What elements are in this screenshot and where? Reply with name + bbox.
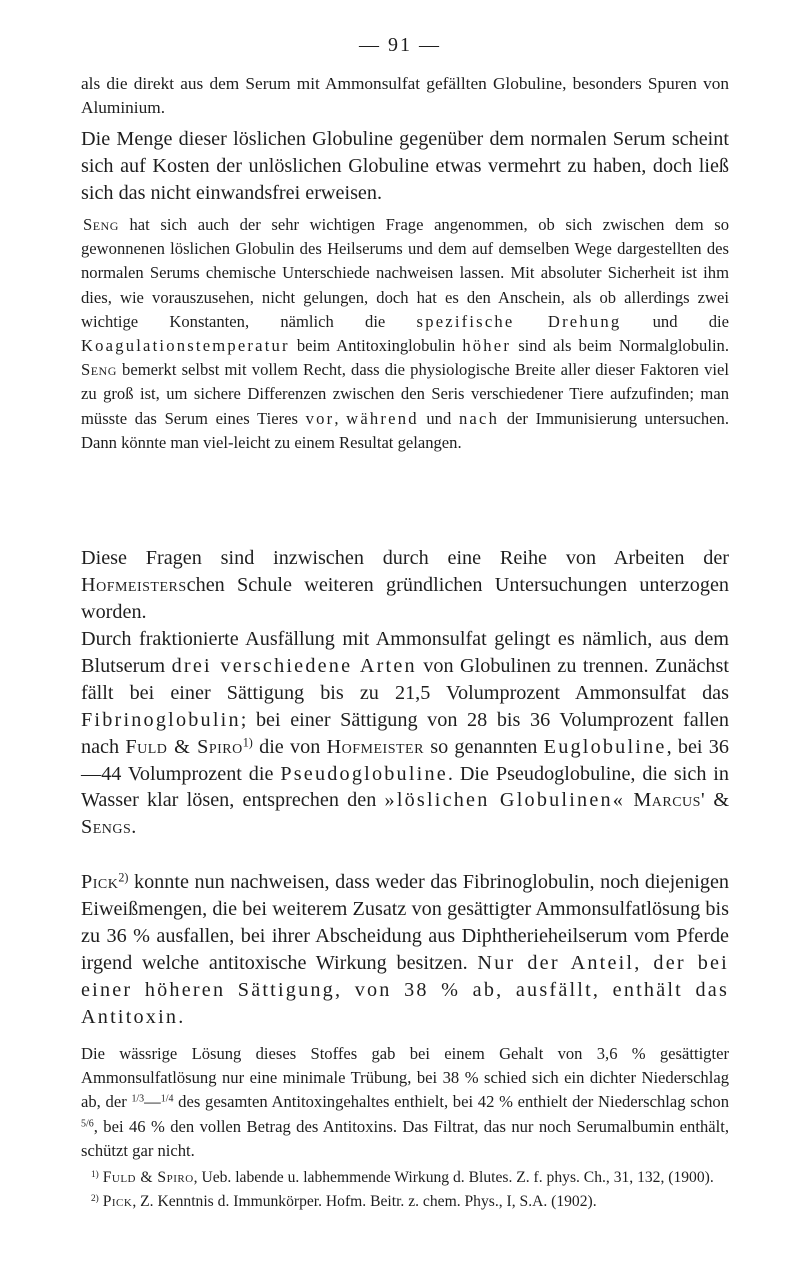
author-seng: Seng	[81, 360, 117, 380]
emph-hoeher: höher	[462, 336, 512, 356]
paragraph-1-text: als die direkt aus dem Serum mit Ammonsulfat gefällten Globuline, besonders Spuren von Aluminium.	[81, 74, 729, 117]
footnote-ref-1: 1)	[242, 734, 253, 749]
text-run: konnte nun nachweisen, dass weder das Fibrinoglobulin, noch diejenigen Eiweißmengen, die bei weiterem Zusatz von gesättigter Ammonsulfatlösung bis zu 36 % ausfallen, bei ihrer Abscheidung aus Diphtherieheilserum vom Pferde irgend welche antitoxische Wirkung besitzen.	[81, 871, 729, 974]
text-run: . Die Pseudoglobuline, die sich in Wasser klar lösen, entsprechen den	[81, 762, 729, 812]
paragraph-4	[81, 545, 729, 626]
paragraph-4-text	[81, 545, 729, 626]
footnote-1	[81, 1167, 729, 1189]
paragraph-3-text	[81, 213, 729, 455]
author-pick: Pick	[102, 1193, 133, 1210]
fraction-one-third: 1/3	[131, 1093, 145, 1105]
text-run: die von	[252, 735, 327, 758]
emph-vor: vor	[305, 408, 335, 428]
author-fuld-spiro: Fuld & Spiro	[125, 735, 243, 758]
text-run: , bei 36—44 Volumprozent die	[81, 735, 729, 785]
paragraph-2-text: Die Menge dieser löslichen Globuline gegenüber dem normalen Serum scheint sich auf Kosten der unlöslichen Globuline etwas vermehrt zu haben, doch ließ sich das nicht einwandsfrei erweisen.	[81, 128, 729, 204]
author-hofmeister: Hofmeister	[326, 735, 424, 758]
author-fuld-spiro: Fuld & Spiro	[102, 1169, 194, 1186]
text-run: , bei 46 % den vollen Betrag des Antitoxins. Das Filtrat, das nur noch Serumalbumin enthält, schützt gar nicht.	[81, 1116, 729, 1160]
text-run: hat sich auch der sehr wichtigen Frage angenommen, ob sich zwischen dem so gewonnenen löslichen Globulin des Heilserums und dem auf demselben Wege dargestellten des normalen Serums chemische Unterschiede nachweisen lassen. Mit absoluter Sicherheit ist ihm dies, wie vorauszusehen, nicht gelungen, doch hat es den Anschein, als ob allerdings zwei wichtige Konstanten, nämlich die	[81, 215, 729, 331]
text-run: , Ueb. labende u. labhemmende Wirkung d. Blutes. Z. f. phys. Ch., 31, 132, (1900).	[193, 1169, 714, 1186]
text-run: ,	[334, 408, 347, 428]
emph-koagulationstemperatur: Koagulationstemperatur	[81, 336, 290, 356]
fraction-five-sixths: 5/6	[81, 1118, 94, 1130]
text-run: der Immunisierung untersuchen. Dann könnte man viel-leicht zu einem Resultat gelangen.	[81, 408, 729, 452]
emph-nach: nach	[458, 408, 500, 428]
author-seng: Seng	[83, 215, 119, 234]
emph-spezifische-drehung: spezifische Drehung	[416, 311, 622, 331]
paragraph-6	[81, 869, 729, 1030]
paragraph-1	[81, 72, 729, 119]
text-run: Diese Fragen sind inzwischen durch eine Reihe von Arbeiten der	[81, 547, 729, 569]
text-run: so genannten	[423, 735, 544, 758]
text-run: chen Schule weiteren gründlichen Untersuchungen unterzogen worden.	[81, 573, 729, 623]
footnote-marker-2: 2)	[91, 1193, 99, 1204]
emph-fibrinoglobulin: Fibrinoglobulin	[81, 708, 241, 731]
text-run: &	[705, 789, 730, 812]
paragraph-5-text	[81, 626, 729, 841]
emph-euglobuline: Euglobuline	[543, 735, 667, 758]
paragraph-6-text	[81, 869, 729, 1030]
text-run: Die wässrige Lösung dieses Stoffes gab bei einem Gehalt von 3,6 % gesättigter Ammonsulfatlösung nur eine minimale Trübung, bei 38 % schied sich ein dichter Niederschlag ab, der	[81, 1044, 729, 1112]
text-run: des gesamten Antitoxingehaltes enthielt, bei 42 % enthielt der Niederschlag schon	[173, 1092, 729, 1112]
text-run: —	[144, 1092, 161, 1112]
footnote-marker-1: 1)	[91, 1169, 99, 1180]
text-run: ; bei einer Sättigung von 28 bis 36 Volumprozent fallen nach	[81, 708, 729, 758]
text-run: beim Antitoxinglobulin	[289, 336, 463, 356]
paragraph-2	[81, 126, 729, 207]
emph-drei-verschiedene-arten: drei verschiedene Arten	[171, 654, 417, 677]
text-run: und	[418, 408, 459, 428]
paragraph-7	[81, 1042, 729, 1163]
text-run: von Globulinen zu trennen. Zunächst fällt bei einer Sättigung bis zu 21,5 Volumprozent Ammonsulfat das	[81, 654, 729, 704]
author-marcus: Marcus'	[633, 789, 706, 812]
emph-antitoxin-statement: Nur der Anteil, der bei einer höheren Sättigung, von 38 % ab, ausfällt, enthält das Antitoxin.	[81, 951, 729, 1028]
text-run: sind als beim Normalglobulin.	[511, 336, 729, 356]
paragraph-7-text	[81, 1042, 729, 1163]
text-run: bemerkt selbst mit vollem Recht, dass die physiologische Breite aller dieser Faktoren viel zu groß ist, um sichere Differenzen zwischen den Seris verschiedener Tiere aufzufinden; man müsste das Serum eines Tieres	[81, 360, 729, 428]
footnotes	[81, 1167, 729, 1213]
text-run: Durch fraktionierte Ausfällung mit Ammonsulfat gelingt es nämlich, aus dem Blutserum	[81, 628, 729, 677]
emph-loeslichen-globulinen: »löslichen Globulinen«	[384, 789, 626, 812]
text-run: , Z. Kenntnis d. Immunkörper. Hofm. Beitr. z. chem. Phys., I, S.A. (1902).	[132, 1193, 597, 1210]
paragraph-5	[81, 626, 729, 841]
footnote-ref-2: 2)	[118, 870, 129, 885]
author-hofmeister: Hofmeisters	[81, 573, 187, 596]
fraction-one-quarter: 1/4	[160, 1093, 174, 1105]
text-run: .	[131, 816, 137, 839]
text-run: und die	[621, 311, 730, 331]
footnote-2	[81, 1191, 729, 1213]
page-number: — 91 —	[359, 34, 441, 56]
paragraph-3	[81, 213, 729, 455]
emph-pseudoglobuline: Pseudoglobuline	[280, 762, 448, 785]
emph-waehrend: während	[346, 408, 419, 428]
author-sengs: Sengs	[81, 816, 132, 839]
author-pick: Pick	[81, 871, 119, 893]
